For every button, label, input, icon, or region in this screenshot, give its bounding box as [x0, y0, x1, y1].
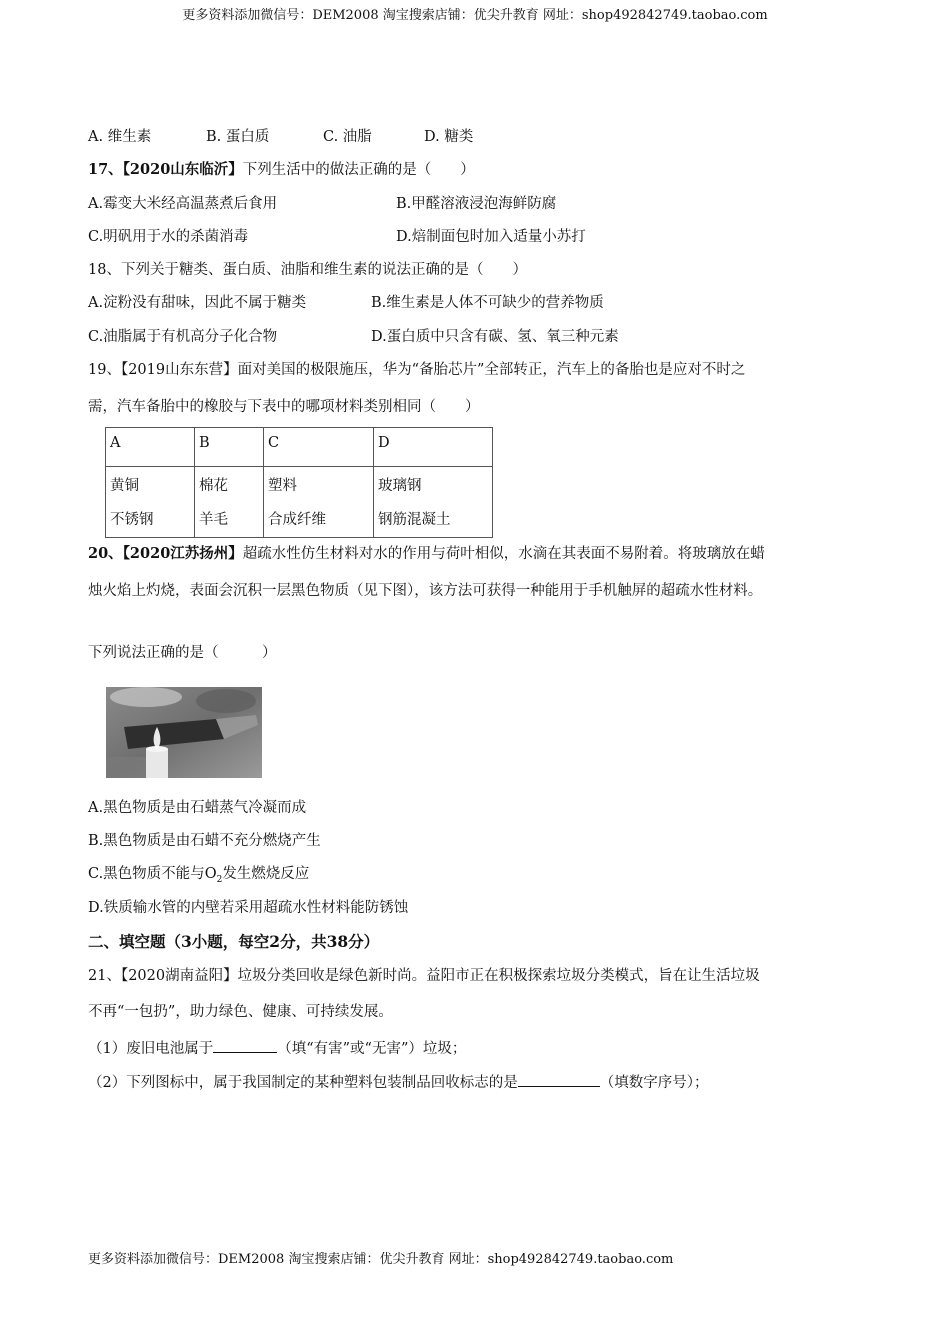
- q17-source: 【2020山东临沂】: [122, 161, 243, 178]
- oxygen-subscript: 2: [216, 874, 223, 885]
- q20-option-c: [88, 865, 309, 889]
- cell-c-2: 合成纤维: [268, 512, 326, 528]
- q20-number: 20、: [88, 545, 123, 562]
- cell-c-1: 塑料: [268, 478, 297, 494]
- cell-a-2: 不锈钢: [110, 512, 154, 528]
- answer-blank-1[interactable]: [213, 1038, 277, 1053]
- table-cell-b: [195, 467, 264, 538]
- q21-sub-1-text: （1）废旧电池属于: [88, 1041, 214, 1057]
- q21-sub-2-text: （2）下列图标中，属于我国制定的某种塑料包装制品回收标志的是: [88, 1075, 518, 1091]
- q20-option-d: D.铁质输水管的内壁若采用超疏水性材料能防锈蚀: [88, 900, 409, 916]
- table-cell-d: [374, 467, 493, 538]
- q17-option-a: A.霉变大米经高温蒸煮后食用: [88, 196, 278, 212]
- q16-option-b: B. 蛋白质: [206, 129, 270, 145]
- q20-source: 【2020江苏扬州】: [122, 545, 243, 562]
- q16-option-c: C. 油脂: [323, 129, 372, 145]
- q21-line-1: 21、【2020湖南益阳】垃圾分类回收是绿色新时尚。益阳市正在积极探索垃圾分类模式，旨在让生活垃圾: [88, 968, 760, 984]
- oxygen-symbol: O: [204, 866, 217, 882]
- table-cell-c: [264, 467, 374, 538]
- q18-option-b: B.维生素是人体不可缺少的营养物质: [371, 295, 604, 311]
- q20-line-3: 下列说法正确的是（ ）: [88, 645, 277, 661]
- q20-option-c-text: C.黑色物质不能与: [88, 866, 205, 882]
- q16-options: [88, 128, 473, 146]
- q21-line-2: 不再“一包扔”，助力绿色、健康、可持续发展。: [88, 1004, 393, 1020]
- answer-blank-2[interactable]: [518, 1072, 600, 1087]
- q20-line-1: [88, 545, 765, 563]
- q17-option-c: C.明矾用于水的杀菌消毒: [88, 229, 249, 245]
- cell-a-1: 黄铜: [110, 478, 139, 494]
- q19-line-1: 19、【2019山东东营】面对美国的极限施压，华为“备胎芯片”全部转正，汽车上的备胎也是应对不时之: [88, 362, 746, 378]
- cell-b-1: 棉花: [199, 478, 228, 494]
- table-header-row: [106, 428, 493, 467]
- page-footer: 更多资料添加微信号：DEM2008 淘宝搜索店铺：优尖升教育 网址：shop492842749.taobao.com: [88, 1252, 674, 1267]
- cell-d-2: 钢筋混凝土: [378, 512, 451, 528]
- q17-stem: [88, 161, 475, 179]
- q20-text-1: 超疏水性仿生材料对水的作用与荷叶相似，水滴在其表面不易附着。将玻璃放在蜡: [242, 546, 765, 562]
- table-header-b: B: [195, 428, 264, 467]
- section-title: 二、填空题（3小题，每空2分，共38分）: [88, 932, 380, 951]
- table-cell-a: [106, 467, 195, 538]
- q21-sub-1-text-end: （填“有害”或“无害”）垃圾；: [277, 1041, 467, 1057]
- page-header: 更多资料添加微信号：DEM2008 淘宝搜索店铺：优尖升教育 网址：shop492842749.taobao.com: [182, 8, 768, 23]
- candle-glass-photo: [106, 687, 262, 778]
- q20-option-c-text-end: 发生燃烧反应: [222, 866, 310, 882]
- q17-option-d: D.焙制面包时加入适量小苏打: [396, 229, 586, 245]
- table-header-a: A: [106, 428, 195, 467]
- q18-stem: 18、下列关于糖类、蛋白质、油脂和维生素的说法正确的是（ ）: [88, 262, 527, 278]
- q21-sub-2-text-end: （填数字序号）；: [599, 1075, 709, 1091]
- table-header-d: D: [374, 428, 493, 467]
- materials-table: [105, 427, 493, 538]
- cell-b-2: 羊毛: [199, 512, 228, 528]
- q17-number: 17、: [88, 161, 123, 178]
- q17-option-b: B.甲醛溶液浸泡海鲜防腐: [396, 196, 557, 212]
- q19-line-2: 需，汽车备胎中的橡胶与下表中的哪项材料类别相同（ ）: [88, 399, 480, 415]
- q20-option-b: B.黑色物质是由石蜡不充分燃烧产生: [88, 833, 321, 849]
- q20-line-2: 烛火焰上灼烧，表面会沉积一层黑色物质（见下图），该方法可获得一种能用于手机触屏的超疏水性材料。: [88, 583, 763, 599]
- q18-option-c: C.油脂属于有机高分子化合物: [88, 329, 278, 345]
- q18-option-d: D.蛋白质中只含有碳、氢、氧三种元素: [371, 329, 619, 345]
- q21-sub-1: [88, 1038, 466, 1058]
- q18-option-a: A.淀粉没有甜味，因此不属于糖类: [88, 295, 307, 311]
- q21-sub-2: [88, 1072, 708, 1092]
- q16-option-a: A. 维生素: [88, 129, 152, 145]
- q17-text: 下列生活中的做法正确的是（ ）: [242, 162, 475, 178]
- cell-d-1: 玻璃钢: [378, 478, 422, 494]
- q16-option-d: D. 糖类: [424, 129, 474, 145]
- table-row: [106, 467, 493, 538]
- q20-option-a: A.黑色物质是由石蜡蒸气冷凝而成: [88, 800, 307, 816]
- table-header-c: C: [264, 428, 374, 467]
